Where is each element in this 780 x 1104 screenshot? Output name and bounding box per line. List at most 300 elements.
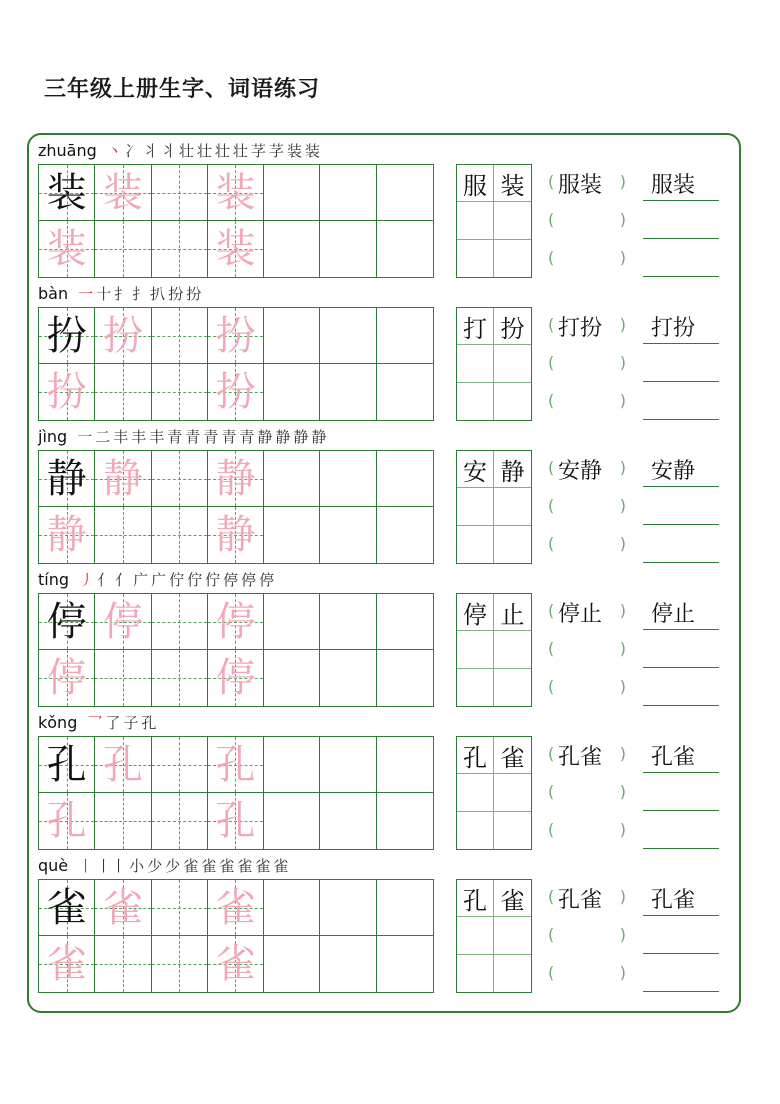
word-character: 服 xyxy=(463,171,487,200)
line-column xyxy=(643,879,719,993)
writing-line[interactable] xyxy=(643,238,719,239)
parenthesis-blank[interactable] xyxy=(546,631,626,669)
grid-cell[interactable] xyxy=(152,221,208,277)
word-grid xyxy=(456,164,532,278)
left-paren: ( xyxy=(548,887,555,906)
character-block xyxy=(38,136,728,278)
grid-cell[interactable] xyxy=(377,936,433,992)
word-cell[interactable] xyxy=(494,451,531,488)
parenthesis-blank[interactable] xyxy=(546,917,626,955)
stroke-step: 少 xyxy=(165,856,181,875)
word-cell[interactable] xyxy=(457,240,494,277)
writing-line[interactable] xyxy=(643,276,719,277)
parenthesis-word: 打扮 xyxy=(558,316,603,341)
parenthesis-blank[interactable] xyxy=(546,812,626,850)
grid-cell[interactable] xyxy=(95,451,151,507)
word-cell[interactable] xyxy=(457,308,494,345)
model-character: 扮 xyxy=(46,312,87,359)
word-cell[interactable] xyxy=(457,488,494,525)
grid-cell[interactable] xyxy=(208,793,264,849)
parenthesis-word: 停止 xyxy=(558,602,603,627)
grid-cell[interactable] xyxy=(264,650,320,706)
word-cell[interactable] xyxy=(494,594,531,631)
parenthesis-blank[interactable] xyxy=(546,955,626,993)
trace-character: 雀 xyxy=(46,941,87,987)
stroke-step: 亻 xyxy=(115,570,131,589)
trace-character: 静 xyxy=(215,512,256,558)
grid-cell[interactable] xyxy=(208,880,264,936)
parenthesis-blank[interactable] xyxy=(546,164,626,202)
parenthesis-column xyxy=(546,307,626,421)
stroke-step: 装 xyxy=(304,141,320,160)
word-cell[interactable] xyxy=(457,165,494,202)
grid-cell[interactable] xyxy=(39,936,95,992)
stroke-step: 丨 xyxy=(78,856,94,875)
stroke-step: 佇 xyxy=(169,570,185,589)
line-word: 孔雀 xyxy=(651,888,696,913)
grid-cell[interactable] xyxy=(95,507,151,563)
model-character: 雀 xyxy=(46,884,87,931)
stroke-step: 静 xyxy=(257,427,273,446)
left-paren: ( xyxy=(548,315,555,334)
grid-cell[interactable] xyxy=(39,364,95,420)
grid-cell[interactable] xyxy=(152,507,208,563)
word-cell[interactable] xyxy=(494,488,531,525)
word-character: 静 xyxy=(500,457,525,486)
right-paren: ) xyxy=(619,496,626,515)
grid-cell[interactable] xyxy=(264,165,320,221)
word-cell[interactable] xyxy=(494,812,531,849)
parenthesis-column xyxy=(546,736,626,850)
parenthesis-blank[interactable] xyxy=(546,307,626,345)
stroke-step: 亻 xyxy=(97,570,113,589)
left-paren: ( xyxy=(548,639,555,658)
grid-cell[interactable] xyxy=(39,165,95,221)
grid-cell[interactable] xyxy=(320,650,376,706)
line-column xyxy=(643,593,719,707)
parenthesis-blank[interactable] xyxy=(546,669,626,707)
trace-character: 装 xyxy=(102,169,143,216)
grid-cell[interactable] xyxy=(320,165,376,221)
grid-cell[interactable] xyxy=(377,650,433,706)
model-character: 静 xyxy=(46,455,87,502)
word-cell[interactable] xyxy=(457,955,494,992)
stroke-step: 青 xyxy=(221,427,237,446)
writing-line[interactable] xyxy=(643,419,719,420)
parenthesis-blank[interactable] xyxy=(546,526,626,564)
trace-character: 静 xyxy=(215,455,256,502)
word-grid xyxy=(456,593,532,707)
parenthesis-blank[interactable] xyxy=(546,593,626,631)
parenthesis-column xyxy=(546,879,626,993)
stroke-step: 静 xyxy=(311,427,327,446)
grid-cell[interactable] xyxy=(208,650,264,706)
grid-cell[interactable] xyxy=(152,650,208,706)
parenthesis-word: 安静 xyxy=(558,459,603,484)
writing-line[interactable] xyxy=(643,562,719,563)
right-paren: ) xyxy=(619,963,626,982)
grid-cell[interactable] xyxy=(152,364,208,420)
line-column xyxy=(643,736,719,850)
writing-line[interactable] xyxy=(643,772,719,773)
grid-cell[interactable] xyxy=(39,793,95,849)
stroke-step: 二 xyxy=(95,427,111,446)
right-paren: ) xyxy=(619,315,626,334)
word-character: 扮 xyxy=(500,314,525,343)
grid-cell[interactable] xyxy=(95,650,151,706)
word-cell[interactable] xyxy=(494,774,531,811)
trace-character: 停 xyxy=(215,655,256,701)
stroke-step: 丰 xyxy=(131,427,147,446)
character-block xyxy=(38,708,728,850)
writing-line[interactable] xyxy=(643,810,719,811)
stroke-order xyxy=(107,140,323,161)
word-cell[interactable] xyxy=(457,594,494,631)
grid-cell[interactable] xyxy=(264,221,320,277)
writing-grid xyxy=(38,879,434,993)
word-cell[interactable] xyxy=(494,669,531,706)
stroke-step: 丿 xyxy=(79,570,95,589)
word-cell[interactable] xyxy=(457,880,494,917)
writing-line[interactable] xyxy=(643,915,719,916)
grid-cell[interactable] xyxy=(208,594,264,650)
word-cell[interactable] xyxy=(494,345,531,382)
grid-cell[interactable] xyxy=(264,308,320,364)
line-column xyxy=(643,450,719,564)
writing-grid xyxy=(38,593,434,707)
left-paren: ( xyxy=(548,925,555,944)
writing-line[interactable] xyxy=(643,629,719,630)
stroke-order xyxy=(79,569,277,590)
grid-cell[interactable] xyxy=(264,793,320,849)
stroke-step: 芓 xyxy=(250,141,266,160)
stroke-step: 雀 xyxy=(255,856,271,875)
word-cell[interactable] xyxy=(494,165,531,202)
grid-cell[interactable] xyxy=(152,594,208,650)
grid-cell[interactable] xyxy=(152,793,208,849)
word-cell[interactable] xyxy=(494,308,531,345)
grid-cell[interactable] xyxy=(95,793,151,849)
parenthesis-blank[interactable] xyxy=(546,488,626,526)
grid-cell[interactable] xyxy=(39,650,95,706)
stroke-order xyxy=(78,283,204,304)
word-cell[interactable] xyxy=(457,451,494,488)
word-character: 孔 xyxy=(463,743,487,772)
pinyin-label: zhuāng xyxy=(38,140,97,160)
grid-cell[interactable] xyxy=(264,364,320,420)
grid-cell[interactable] xyxy=(264,594,320,650)
parenthesis-blank[interactable] xyxy=(546,345,626,383)
grid-cell[interactable] xyxy=(208,451,264,507)
stroke-step: 青 xyxy=(167,427,183,446)
stroke-step: 装 xyxy=(286,141,302,160)
grid-cell[interactable] xyxy=(320,936,376,992)
character-block xyxy=(38,851,728,993)
trace-character: 停 xyxy=(46,655,87,701)
pinyin-label: kǒng xyxy=(38,712,78,732)
line-column xyxy=(643,307,719,421)
word-grid xyxy=(456,450,532,564)
word-cell[interactable] xyxy=(457,669,494,706)
grid-cell[interactable] xyxy=(377,507,433,563)
grid-cell[interactable] xyxy=(320,793,376,849)
stroke-step: 乛 xyxy=(87,713,103,732)
right-paren: ) xyxy=(619,677,626,696)
stroke-step: 雀 xyxy=(201,856,217,875)
left-paren: ( xyxy=(548,963,555,982)
grid-cell[interactable] xyxy=(208,165,264,221)
grid-cell[interactable] xyxy=(95,737,151,793)
grid-cell[interactable] xyxy=(320,737,376,793)
word-cell[interactable] xyxy=(457,345,494,382)
left-paren: ( xyxy=(548,353,555,372)
stroke-step: 一 xyxy=(78,284,94,303)
stroke-step: 雀 xyxy=(219,856,235,875)
right-paren: ) xyxy=(619,391,626,410)
stroke-step: 扮 xyxy=(186,284,202,303)
grid-cell[interactable] xyxy=(39,221,95,277)
writing-line[interactable] xyxy=(643,848,719,849)
writing-line[interactable] xyxy=(643,343,719,344)
writing-line[interactable] xyxy=(643,200,719,201)
grid-cell[interactable] xyxy=(208,936,264,992)
stroke-step: 壮 xyxy=(196,141,212,160)
grid-cell[interactable] xyxy=(39,507,95,563)
grid-cell[interactable] xyxy=(208,221,264,277)
left-paren: ( xyxy=(548,601,555,620)
grid-cell[interactable] xyxy=(320,221,376,277)
word-cell[interactable] xyxy=(457,631,494,668)
grid-cell[interactable] xyxy=(264,880,320,936)
grid-cell[interactable] xyxy=(95,936,151,992)
grid-cell[interactable] xyxy=(320,451,376,507)
grid-cell[interactable] xyxy=(264,737,320,793)
line-column xyxy=(643,164,719,278)
writing-grid xyxy=(38,450,434,564)
parenthesis-column xyxy=(546,450,626,564)
word-cell[interactable] xyxy=(494,880,531,917)
right-paren: ) xyxy=(619,172,626,191)
grid-cell[interactable] xyxy=(208,507,264,563)
left-paren: ( xyxy=(548,534,555,553)
grid-cell[interactable] xyxy=(95,880,151,936)
stroke-order xyxy=(77,426,329,447)
parenthesis-blank[interactable] xyxy=(546,774,626,812)
grid-cell[interactable] xyxy=(95,308,151,364)
grid-cell[interactable] xyxy=(320,364,376,420)
stroke-step: 雀 xyxy=(183,856,199,875)
trace-character: 雀 xyxy=(215,941,256,987)
left-paren: ( xyxy=(548,248,555,267)
word-cell[interactable] xyxy=(457,812,494,849)
page-title: 三年级上册生字、词语练习 xyxy=(44,77,321,102)
right-paren: ) xyxy=(619,210,626,229)
right-paren: ) xyxy=(619,601,626,620)
writing-line[interactable] xyxy=(643,381,719,382)
writing-line[interactable] xyxy=(643,667,719,668)
stroke-step: 壮 xyxy=(214,141,230,160)
left-paren: ( xyxy=(548,820,555,839)
word-cell[interactable] xyxy=(457,917,494,954)
parenthesis-blank[interactable] xyxy=(546,202,626,240)
grid-cell[interactable] xyxy=(95,221,151,277)
trace-character: 扮 xyxy=(46,369,87,415)
grid-cell[interactable] xyxy=(39,880,95,936)
parenthesis-word: 服装 xyxy=(558,173,603,198)
word-cell[interactable] xyxy=(457,526,494,563)
character-block xyxy=(38,565,728,707)
word-grid xyxy=(456,879,532,993)
stroke-step: 扌 xyxy=(132,284,148,303)
grid-cell[interactable] xyxy=(264,936,320,992)
word-cell[interactable] xyxy=(457,383,494,420)
grid-cell[interactable] xyxy=(377,364,433,420)
grid-cell[interactable] xyxy=(377,793,433,849)
grid-cell[interactable] xyxy=(152,880,208,936)
stroke-step: 十 xyxy=(96,284,112,303)
trace-character: 静 xyxy=(102,455,143,502)
right-paren: ) xyxy=(619,458,626,477)
trace-character: 停 xyxy=(215,598,256,645)
grid-cell[interactable] xyxy=(208,737,264,793)
left-paren: ( xyxy=(548,458,555,477)
left-paren: ( xyxy=(548,391,555,410)
stroke-step: 佇 xyxy=(187,570,203,589)
right-paren: ) xyxy=(619,639,626,658)
model-character: 装 xyxy=(46,169,87,216)
grid-cell[interactable] xyxy=(377,221,433,277)
grid-cell[interactable] xyxy=(95,165,151,221)
parenthesis-word: 孔雀 xyxy=(558,888,603,913)
word-cell[interactable] xyxy=(494,202,531,239)
word-cell[interactable] xyxy=(494,631,531,668)
word-cell[interactable] xyxy=(457,202,494,239)
grid-cell[interactable] xyxy=(377,308,433,364)
writing-line[interactable] xyxy=(643,705,719,706)
parenthesis-word: 孔雀 xyxy=(558,745,603,770)
grid-cell[interactable] xyxy=(152,165,208,221)
writing-line[interactable] xyxy=(643,486,719,487)
grid-cell[interactable] xyxy=(95,594,151,650)
trace-character: 装 xyxy=(215,169,256,216)
pinyin-stroke-row xyxy=(38,565,277,593)
grid-cell[interactable] xyxy=(377,165,433,221)
grid-cell[interactable] xyxy=(377,594,433,650)
grid-cell[interactable] xyxy=(264,507,320,563)
parenthesis-blank[interactable] xyxy=(546,879,626,917)
word-cell[interactable] xyxy=(494,383,531,420)
grid-cell[interactable] xyxy=(152,308,208,364)
stroke-step: 停 xyxy=(259,570,275,589)
grid-cell[interactable] xyxy=(152,737,208,793)
writing-grid xyxy=(38,164,434,278)
line-word: 打扮 xyxy=(651,316,696,341)
grid-cell[interactable] xyxy=(39,451,95,507)
pinyin-label: bàn xyxy=(38,283,69,303)
trace-character: 扮 xyxy=(215,312,256,359)
trace-character: 静 xyxy=(46,512,87,558)
model-character: 孔 xyxy=(46,741,87,788)
stroke-step: 佇 xyxy=(205,570,221,589)
grid-cell[interactable] xyxy=(320,308,376,364)
grid-cell[interactable] xyxy=(208,364,264,420)
line-word: 停止 xyxy=(651,602,696,627)
grid-cell[interactable] xyxy=(320,880,376,936)
right-paren: ) xyxy=(619,925,626,944)
right-paren: ) xyxy=(619,820,626,839)
word-cell[interactable] xyxy=(494,737,531,774)
stroke-step: 广 xyxy=(133,570,149,589)
left-paren: ( xyxy=(548,744,555,763)
parenthesis-column xyxy=(546,593,626,707)
stroke-step: 了 xyxy=(105,713,121,732)
grid-cell[interactable] xyxy=(264,451,320,507)
model-character: 停 xyxy=(46,598,87,645)
stroke-step: 少 xyxy=(147,856,163,875)
grid-cell[interactable] xyxy=(95,364,151,420)
grid-cell[interactable] xyxy=(320,507,376,563)
left-paren: ( xyxy=(548,496,555,515)
stroke-step: 青 xyxy=(239,427,255,446)
word-cell[interactable] xyxy=(494,917,531,954)
stroke-step: 扒 xyxy=(150,284,166,303)
pinyin-stroke-row xyxy=(38,279,204,307)
pinyin-stroke-row xyxy=(38,851,291,879)
trace-character: 孔 xyxy=(215,798,256,844)
stroke-step: 一 xyxy=(77,427,93,446)
grid-cell[interactable] xyxy=(377,451,433,507)
grid-cell[interactable] xyxy=(39,308,95,364)
grid-cell[interactable] xyxy=(152,451,208,507)
pinyin-stroke-row xyxy=(38,422,329,450)
parenthesis-blank[interactable] xyxy=(546,383,626,421)
stroke-step: 孔 xyxy=(141,713,157,732)
writing-line[interactable] xyxy=(643,953,719,954)
parenthesis-blank[interactable] xyxy=(546,240,626,278)
trace-character: 装 xyxy=(46,226,87,272)
word-cell[interactable] xyxy=(494,955,531,992)
trace-character: 扮 xyxy=(215,369,256,415)
grid-cell[interactable] xyxy=(377,737,433,793)
grid-cell[interactable] xyxy=(208,308,264,364)
grid-cell[interactable] xyxy=(39,737,95,793)
trace-character: 孔 xyxy=(46,798,87,844)
writing-line[interactable] xyxy=(643,524,719,525)
word-cell[interactable] xyxy=(457,774,494,811)
word-character: 孔 xyxy=(463,886,487,915)
word-character: 安 xyxy=(463,457,487,486)
word-character: 打 xyxy=(463,314,487,343)
parenthesis-blank[interactable] xyxy=(546,736,626,774)
pinyin-label: tíng xyxy=(38,569,70,589)
parenthesis-blank[interactable] xyxy=(546,450,626,488)
right-paren: ) xyxy=(619,744,626,763)
stroke-step: 壮 xyxy=(232,141,248,160)
stroke-step: 冫 xyxy=(124,141,140,160)
word-character: 雀 xyxy=(500,886,525,915)
trace-character: 孔 xyxy=(215,741,256,788)
grid-cell[interactable] xyxy=(377,880,433,936)
word-cell[interactable] xyxy=(457,737,494,774)
grid-cell[interactable] xyxy=(39,594,95,650)
word-cell[interactable] xyxy=(494,240,531,277)
trace-character: 停 xyxy=(102,598,143,645)
grid-cell[interactable] xyxy=(320,594,376,650)
right-paren: ) xyxy=(619,353,626,372)
grid-cell[interactable] xyxy=(152,936,208,992)
word-cell[interactable] xyxy=(494,526,531,563)
writing-line[interactable] xyxy=(643,991,719,992)
